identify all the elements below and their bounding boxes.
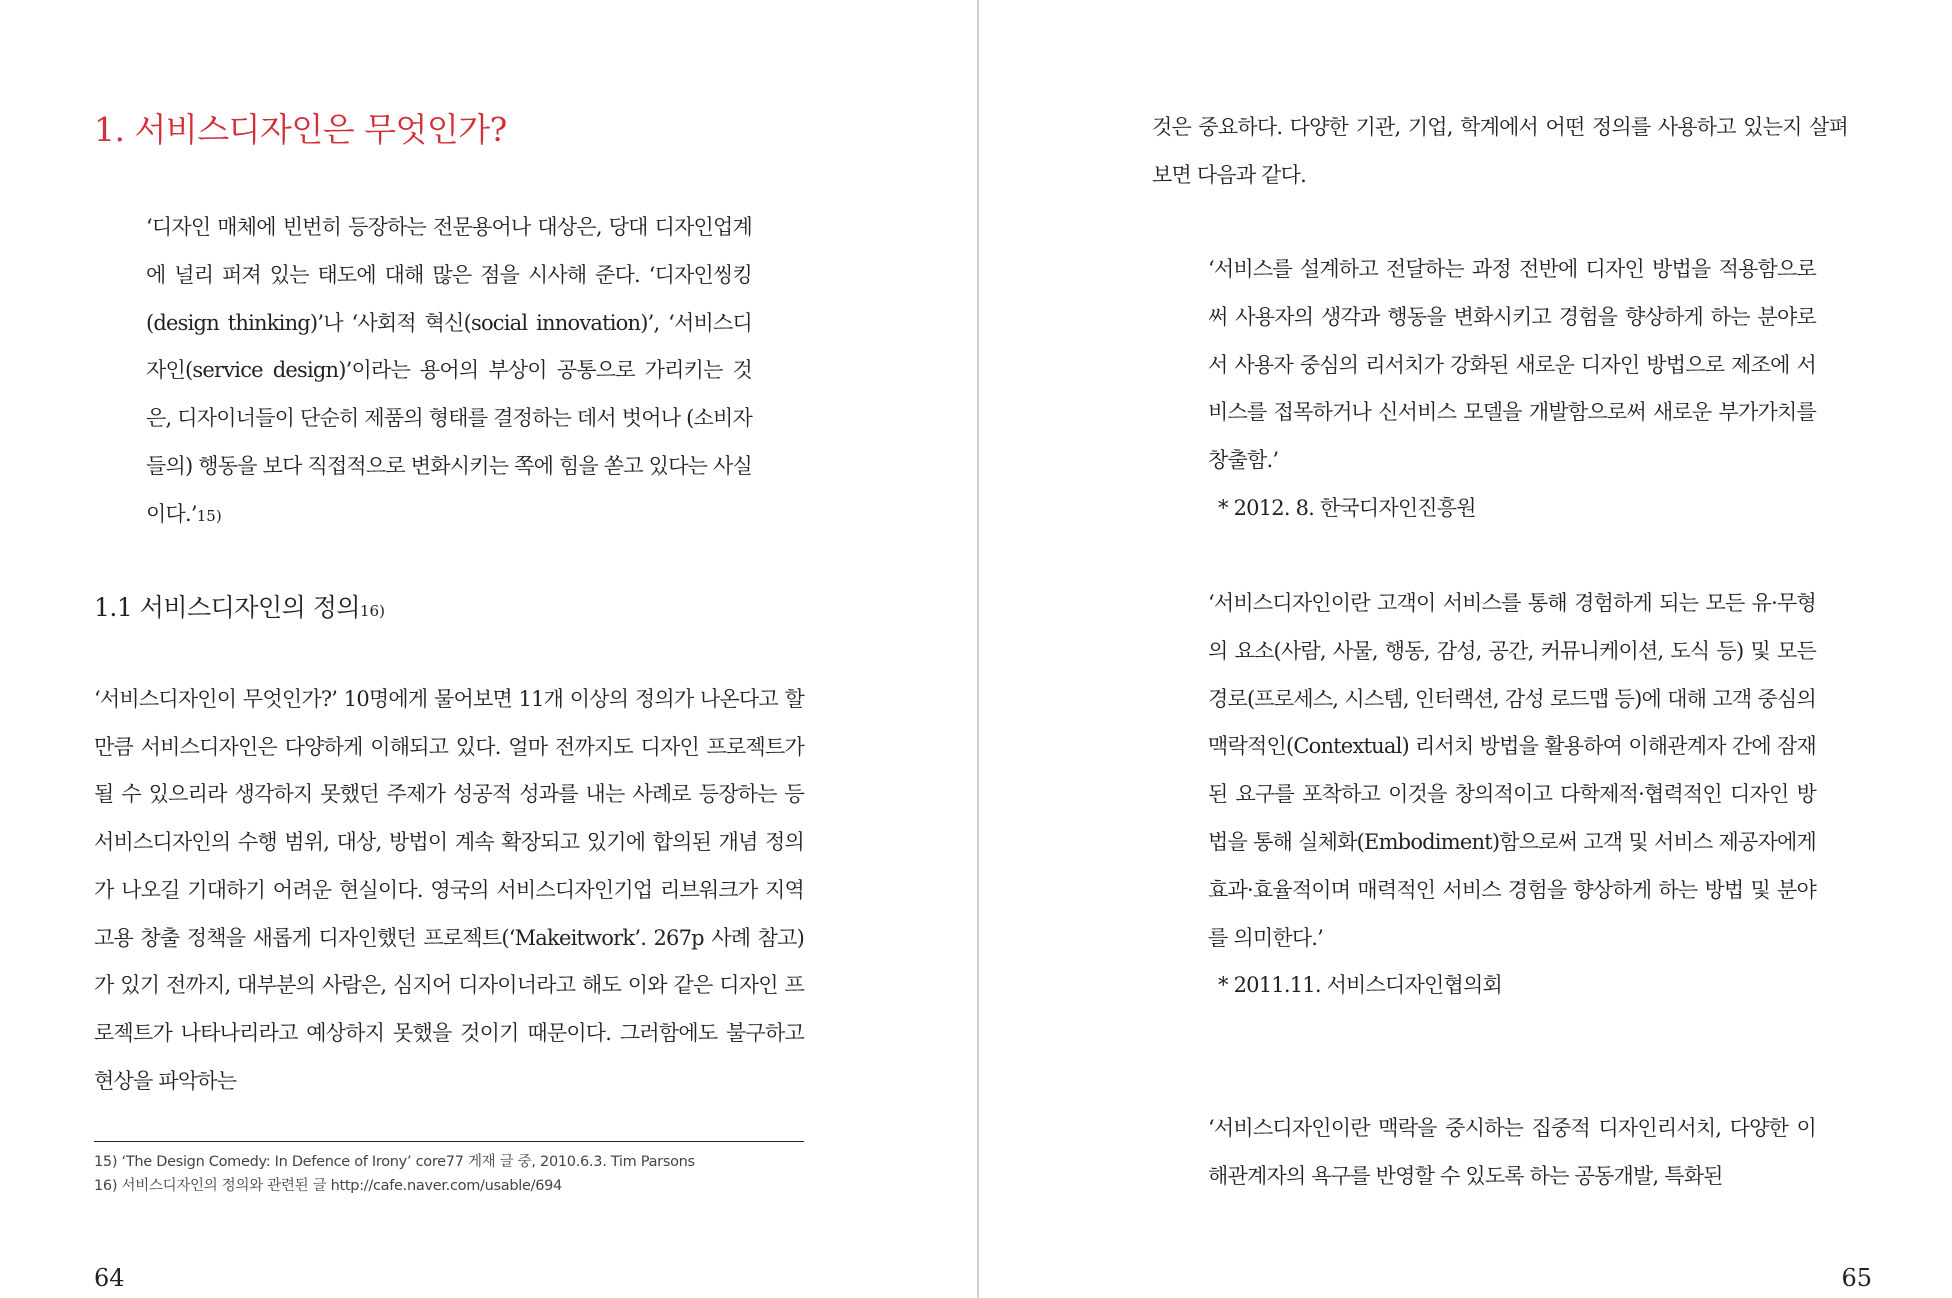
definition-text: ‘서비스를 설계하고 전달하는 과정 전반에 디자인 방법을 적용함으로써 사용자의 생각과 행동을 변화시키고 경험을 향상하게 하는 분야로서 사용자 중심의 리서치가 강화된 새로운 디자인 방법으로 제조에 서비스를 접목하거나 신서비스 모델을 개발함으로써 새로운 부가가치를 창출함.’ bbox=[1208, 257, 1816, 473]
section-title bbox=[94, 588, 385, 624]
definition-text: ‘서비스디자인이란 고객이 서비스를 통해 경험하게 되는 모든 유·무형의 요소(사람, 사물, 행동, 감성, 공간, 커뮤니케이션, 도식 등) 및 모든 경로(프로세스, 시스템, 인터랙션, 감성 로드맵 등)에 대해 고객 중심의 맥락적인(Contextual) 리서치 방법을 활용하여 이해관계자 간에 잠재된 요구를 포착하고 이것을 창의적이고 다학제적·협력적인 디자인 방법을 통해 실체화(Embodiment)함으로써 고객 및 서비스 제공자에게 효과·효율적이며 매력적인 서비스 경험을 향상하게 하는 방법 및 분야를 의미한다.’ bbox=[1208, 591, 1816, 950]
definition-source: * 2011.11. 서비스디자인협의회 bbox=[1218, 973, 1502, 998]
footnote-15: 15) ‘The Design Comedy: In Defence of Irony’ core77 게재 글 중, 2010.6.3. Tim Parsons bbox=[94, 1154, 695, 1170]
right-page bbox=[980, 0, 1952, 1298]
definition-source: * 2012. 8. 한국디자인진흥원 bbox=[1218, 495, 1476, 520]
page-number-left: 64 bbox=[94, 1264, 125, 1292]
chapter-title: 1. 서비스디자인은 무엇인가? bbox=[94, 110, 507, 149]
footnotes bbox=[94, 1150, 814, 1198]
section-title-text: 1.1 서비스디자인의 정의 bbox=[94, 593, 361, 622]
definition-block bbox=[1208, 580, 1816, 1010]
footnote-ref-16: 16) bbox=[360, 602, 385, 620]
page-gutter bbox=[977, 0, 979, 1298]
definition-block bbox=[1208, 1105, 1816, 1201]
footnote-ref-15: 15) bbox=[196, 506, 222, 525]
footnote-16: 16) 서비스디자인의 정의와 관련된 글 http://cafe.naver.com/usable/694 bbox=[94, 1178, 562, 1194]
footnote-divider bbox=[94, 1141, 804, 1142]
continued-paragraph: 것은 중요하다. 다양한 기관, 기업, 학계에서 어떤 정의를 사용하고 있는지 살펴보면 다음과 같다. bbox=[1152, 115, 1848, 187]
body-paragraph: ‘서비스디자인이 무엇인가?’ 10명에게 물어보면 11개 이상의 정의가 나온다고 할 만큼 서비스디자인은 다양하게 이해되고 있다. 얼마 전까지도 디자인 프로젝트가 될 수 있으리라 생각하지 못했던 주제가 성공적 성과를 내는 사례로 등장하는 등 서비스디자인의 수행 범위, 대상, 방법이 계속 확장되고 있기에 합의된 개념 정의가 나오길 기대하기 어려운 현실이다. 영국의 서비스디자인기업 리브워크가 지역 고용 창출 정책을 새롭게 디자인했던 프로젝트(‘Makeitwork’. 267p 사례 참고)가 있기 전까지, 대부분의 사람은, 심지어 디자이너라고 해도 이와 같은 디자인 프로젝트가 나타나리라고 예상하지 못했을 것이기 때문이다. 그러함에도 불구하고 현상을 파악하는 bbox=[94, 687, 804, 1093]
definition-block bbox=[1208, 246, 1816, 533]
definition-text: ‘서비스디자인이란 맥락을 중시하는 집중적 디자인리서치, 다양한 이해관계자의 욕구를 반영할 수 있도록 하는 공동개발, 특화된 bbox=[1208, 1116, 1816, 1188]
opening-quote-text: ‘디자인 매체에 빈번히 등장하는 전문용어나 대상은, 당대 디자인업계에 널리 퍼져 있는 태도에 대해 많은 점을 시사해 준다. ‘디자인씽킹(design thinking)’나 ‘사회적 혁신(social innovation)’, ‘서비스디자인(service design)’이라는 용어의 부상이 공통으로 가리키는 것은, 디자이너들이 단순히 제품의 형태를 결정하는 데서 벗어나 (소비자들의) 행동을 보다 직접적으로 변화시키는 쪽에 힘을 쏟고 있다는 사실이다.’ bbox=[146, 215, 752, 526]
opening-quote bbox=[146, 204, 752, 541]
page-number-right: 65 bbox=[1841, 1264, 1872, 1292]
